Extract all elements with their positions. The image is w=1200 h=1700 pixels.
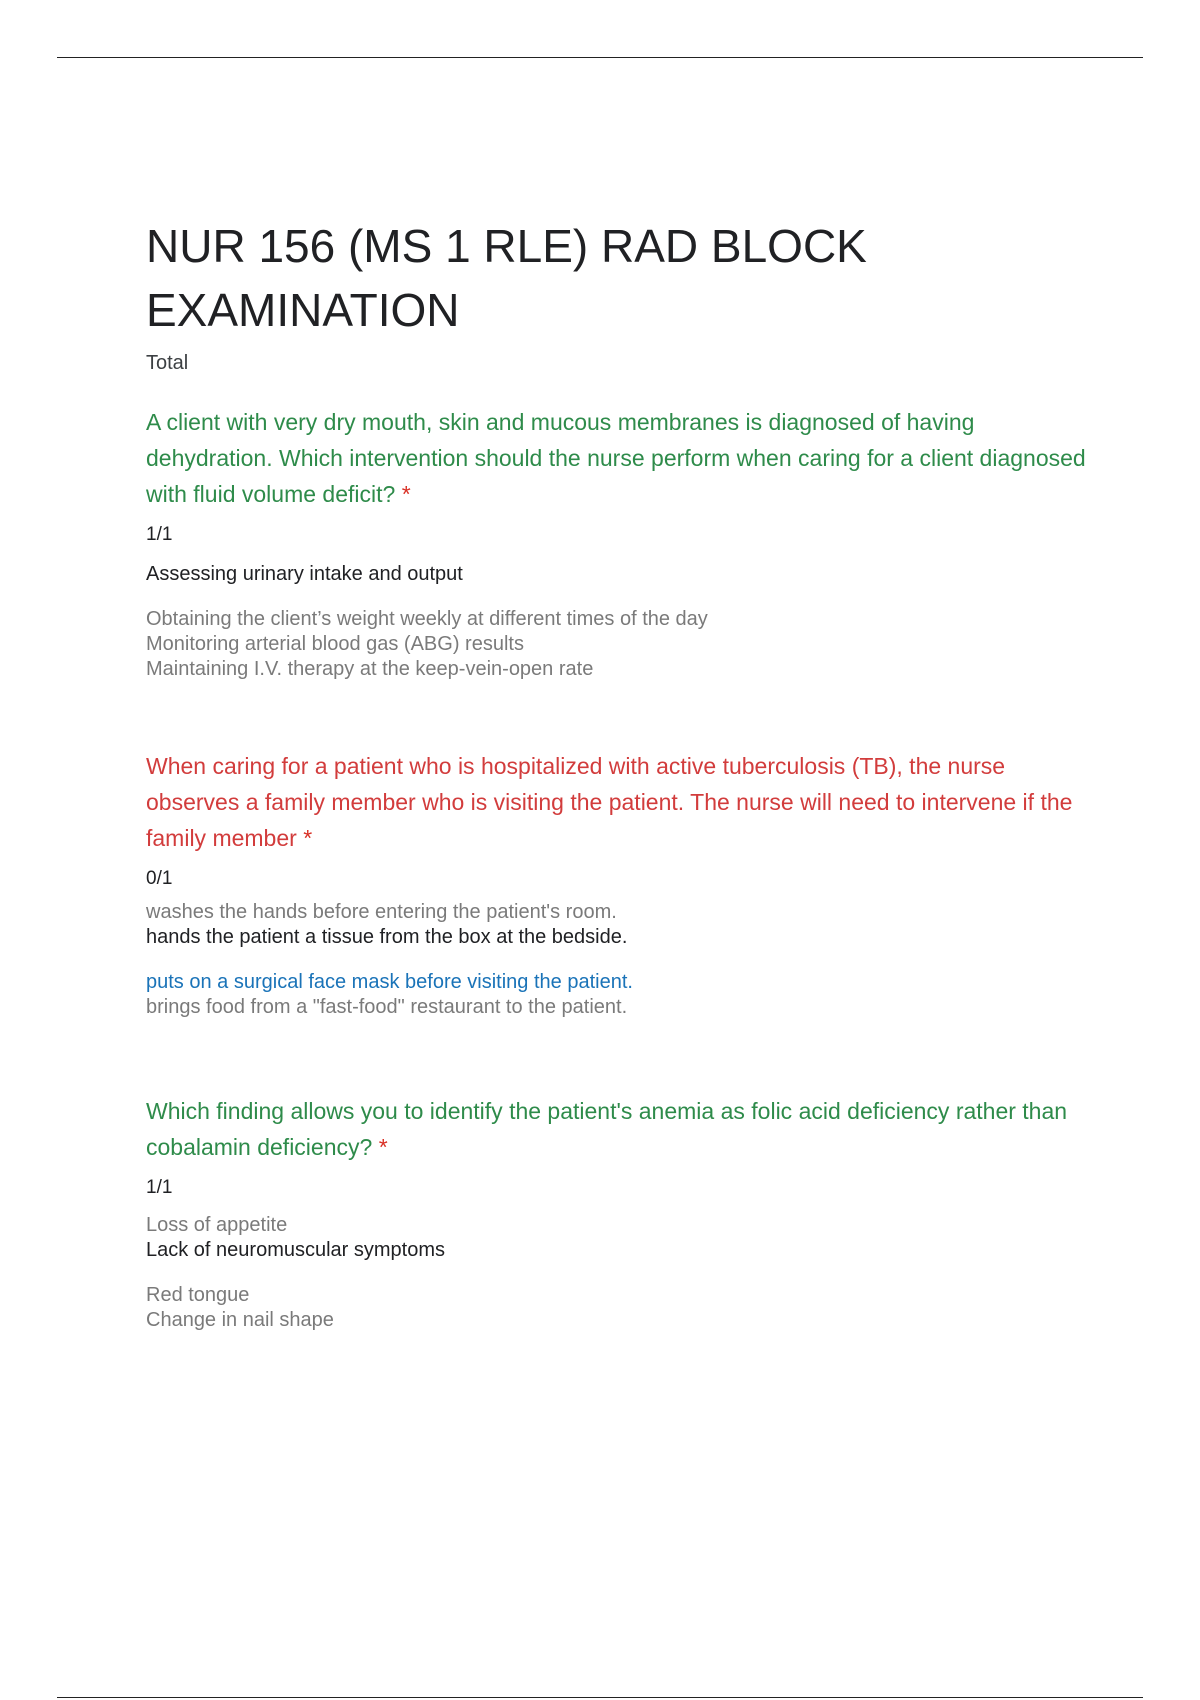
option[interactable]: washes the hands before entering the patient's room. (146, 901, 617, 923)
question-2-text: When caring for a patient who is hospitalized with active tuberculosis (TB), the nurse observes a family member who is visiting the patient. The nurse will need to intervene if the family member (146, 753, 1073, 851)
option-selected[interactable]: Assessing urinary intake and output (146, 563, 463, 585)
question-3-text: Which finding allows you to identify the patient's anemia as folic acid deficiency rather than cobalamin deficiency? (146, 1098, 1068, 1160)
question-3-score: 1/1 (146, 1177, 173, 1198)
question-card-1 (146, 404, 1086, 682)
question-1-score: 1/1 (146, 524, 173, 545)
option[interactable]: Maintaining I.V. therapy at the keep-vein-open rate (146, 658, 594, 680)
question-1-text: A client with very dry mouth, skin and mucous membranes is diagnosed of having dehydration. Which intervention should the nurse perform when caring for a client diagnosed with fluid volume deficit? (146, 409, 1086, 507)
total-score-label: Total (146, 352, 189, 374)
option-selected[interactable]: hands the patient a tissue from the box at the bedside. (146, 926, 628, 948)
question-text (146, 404, 1086, 512)
option[interactable]: Monitoring arterial blood gas (ABG) results (146, 633, 524, 655)
page-title: NUR 156 (MS 1 RLE) RAD BLOCK EXAMINATION (146, 220, 867, 336)
option[interactable]: Obtaining the client’s weight weekly at different times of the day (146, 608, 708, 630)
question-text (146, 748, 1086, 856)
required-star: * (303, 825, 313, 851)
option-correct-answer[interactable]: puts on a surgical face mask before visiting the patient. (146, 971, 633, 993)
question-card-3 (146, 1093, 1086, 1333)
required-star: * (378, 1134, 388, 1160)
option[interactable]: Red tongue (146, 1284, 250, 1306)
required-star: * (401, 481, 411, 507)
top-rule (57, 57, 1143, 58)
question-2-score: 0/1 (146, 868, 173, 889)
option-selected[interactable]: Lack of neuromuscular symptoms (146, 1239, 446, 1261)
option[interactable]: Loss of appetite (146, 1214, 288, 1236)
form-header (146, 214, 1106, 376)
question-text (146, 1093, 1086, 1165)
option[interactable]: Change in nail shape (146, 1309, 334, 1331)
question-card-2 (146, 748, 1086, 1020)
option[interactable]: brings food from a "fast-food" restaurant to the patient. (146, 996, 628, 1018)
bottom-rule (57, 1697, 1143, 1698)
